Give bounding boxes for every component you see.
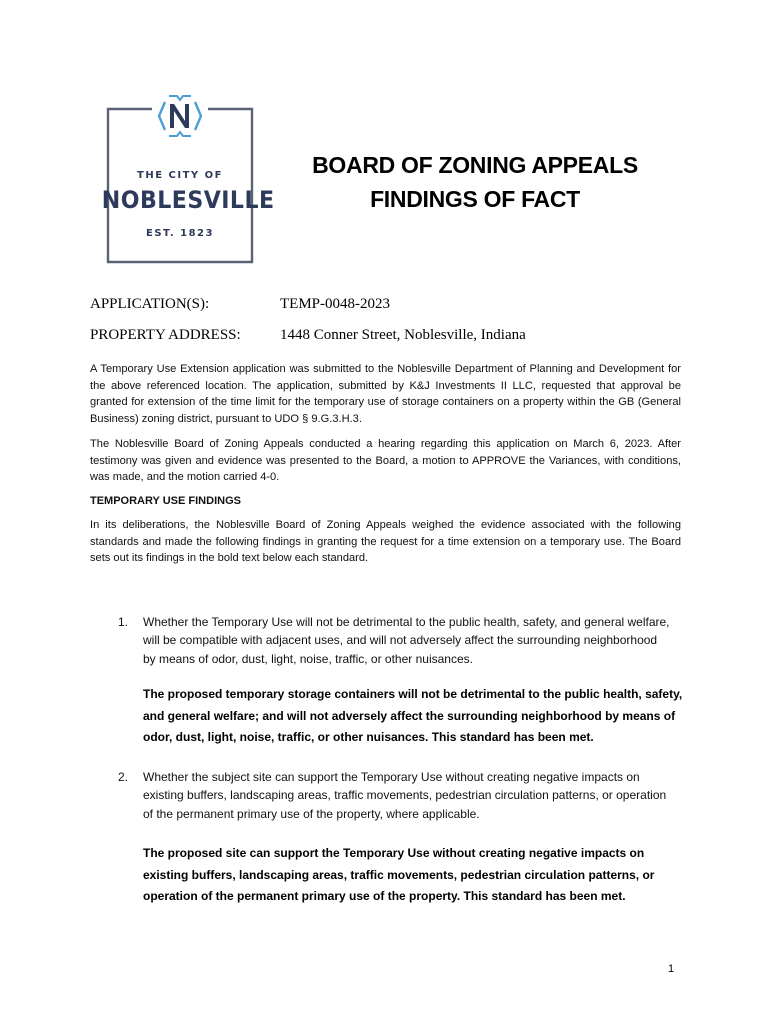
standard-number: 1. xyxy=(118,615,129,629)
hearing-paragraph: The Noblesville Board of Zoning Appeals conducted a hearing regarding this application on March 6, 2023. After testimony was given and evidence was presented to the Board, a motion to APPROVE the Variances, with conditions, was made, and the motion carried 4-0. xyxy=(90,438,681,484)
section-heading: TEMPORARY USE FINDINGS xyxy=(90,495,241,507)
application-value: TEMP-0048-2023 xyxy=(280,296,390,312)
deliberation-paragraph: In its deliberations, the Noblesville Board of Zoning Appeals weighed the evidence associated with the following standards and made the following findings in granting the request for a time extension on a temporary use. The Board sets out its findings in the bold text below each standard. xyxy=(90,519,681,565)
standard-item xyxy=(118,768,678,824)
application-label: APPLICATION(S): xyxy=(90,296,210,312)
standard-finding: The proposed temporary storage containers will not be detrimental to the public health, safety, and general welfare; and will not adversely affect the surrounding neighborhood by means of odor, dust, light, noise, traffic, or other nuisances. This standard has been met. xyxy=(143,687,683,744)
document-title-line-2: FINDINGS OF FACT xyxy=(370,186,580,212)
logo-city-name: NOBLESVILLE xyxy=(101,186,275,214)
document-title-line-1: BOARD OF ZONING APPEALS xyxy=(312,152,638,178)
standard-item xyxy=(118,613,678,669)
logo-established: EST. 1823 xyxy=(146,228,214,239)
standard-finding: The proposed site can support the Temporary Use without creating negative impacts on existing buffers, landscaping areas, traffic movements, pedestrian circulation patterns, or operation of the permanent primary use of the property. This standard has been met. xyxy=(143,846,655,903)
page-number: 1 xyxy=(668,963,675,975)
city-logo xyxy=(100,88,275,270)
N-monogram-icon xyxy=(155,94,205,138)
standard-text: Whether the Temporary Use will not be detrimental to the public health, safety, and general welfare, will be compatible with adjacent uses, and will not adversely affect the surrounding neighborhood by means of odor, dust, light, noise, traffic, or other nuisances. xyxy=(143,615,670,666)
property-address-value: 1448 Conner Street, Noblesville, Indiana xyxy=(280,327,526,343)
property-address-label: PROPERTY ADDRESS: xyxy=(90,327,241,343)
standard-number: 2. xyxy=(118,770,129,784)
standard-text: Whether the subject site can support the Temporary Use without creating negative impacts on existing buffers, landscaping areas, traffic movements, pedestrian circulation patterns, or operation of the permanent primary use of the property, where applicable. xyxy=(143,770,667,821)
intro-paragraph: A Temporary Use Extension application was submitted to the Noblesville Department of Planning and Development for the above referenced location. The application, submitted by K&J Investments II LLC, requested that approval be granted for extension of the time limit for the temporary use of storage containers on a property within the GB (General Business) zoning district, pursuant to UDO § 9.G.3.H.3. xyxy=(90,363,681,425)
logo-the-city-of: THE CITY OF xyxy=(137,170,223,181)
